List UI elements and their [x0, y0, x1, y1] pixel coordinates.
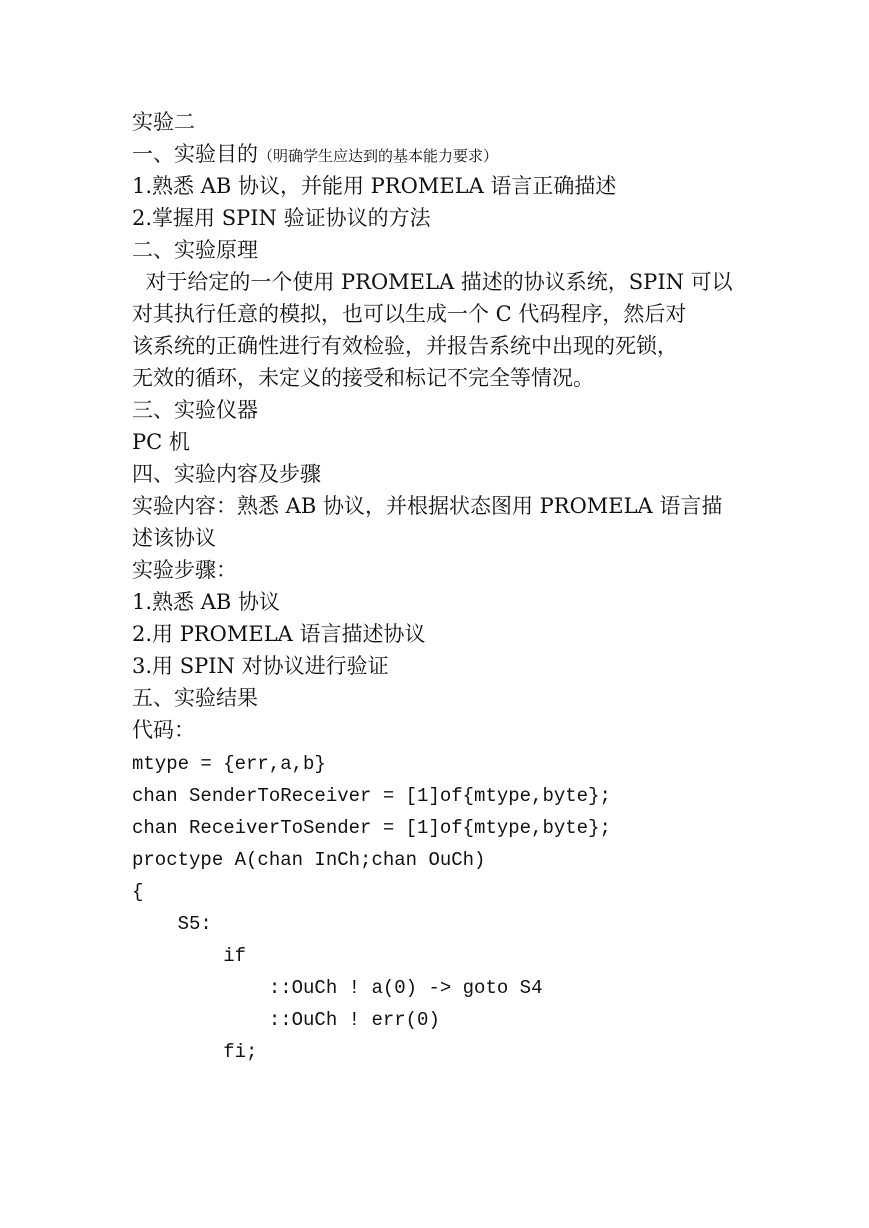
code-line-9: ::OuCh ! err(0) — [132, 1009, 440, 1031]
section3-heading: 三、实验仪器 — [132, 398, 258, 422]
section4-steps-label: 实验步骤： — [132, 558, 237, 582]
code-line-7: if — [132, 945, 247, 967]
section3-content: PC 机 — [132, 430, 190, 454]
section1-note: （明确学生应达到的基本能力要求） — [258, 147, 499, 165]
code-line-6: S5: — [132, 913, 212, 935]
section2-line-3: 该系统的正确性进行有效检验，并报告系统中出现的死锁， — [132, 334, 678, 358]
section5-heading: 五、实验结果 — [132, 686, 258, 710]
code-line-4: proctype A(chan InCh;chan OuCh) — [132, 849, 486, 871]
section4-step-1: 1.熟悉 AB 协议 — [132, 590, 280, 614]
section2-line-4: 无效的循环，未定义的接受和标记不完全等情况。 — [132, 366, 594, 390]
section1-heading: 一、实验目的 — [132, 142, 258, 166]
section4-step-3: 3.用 SPIN 对协议进行验证 — [132, 654, 389, 678]
code-line-10: fi; — [132, 1041, 258, 1063]
code-line-3: chan ReceiverToSender = [1]of{mtype,byte}; — [132, 817, 611, 839]
section4-content-line-1: 实验内容：熟悉 AB 协议，并根据状态图用 PROMELA 语言描 — [132, 494, 723, 518]
code-line-1: mtype = {err,a,b} — [132, 753, 326, 775]
code-line-8: ::OuCh ! a(0) -> goto S4 — [132, 977, 543, 999]
code-line-5: { — [132, 881, 144, 903]
section2-line-1: 对于给定的一个使用 PROMELA 描述的协议系统，SPIN 可以 — [132, 270, 733, 294]
doc-title: 实验二 — [132, 110, 195, 134]
section2-paragraph — [132, 266, 740, 394]
section1-item-2: 2.掌握用 SPIN 验证协议的方法 — [132, 206, 431, 230]
code-line-2: chan SenderToReceiver = [1]of{mtype,byte}; — [132, 785, 611, 807]
section2-line-2: 对其执行任意的模拟，也可以生成一个 C 代码程序，然后对 — [132, 302, 687, 326]
section5-code-label: 代码： — [132, 718, 195, 742]
section4-heading: 四、实验内容及步骤 — [132, 462, 321, 486]
section2-heading: 二、实验原理 — [132, 238, 258, 262]
section1-item-1: 1.熟悉 AB 协议，并能用 PROMELA 语言正确描述 — [132, 174, 617, 198]
section4-content-line-2: 述该协议 — [132, 526, 216, 550]
section4-step-2: 2.用 PROMELA 语言描述协议 — [132, 622, 426, 646]
section1-heading-line — [132, 138, 498, 170]
